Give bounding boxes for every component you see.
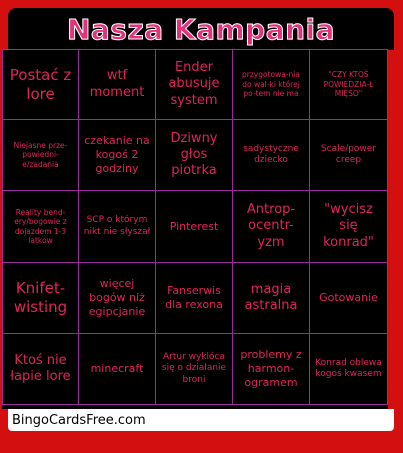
bingo-cell[interactable]: Artur wyklóca się o działanie broni: [156, 334, 233, 405]
bingo-cell[interactable]: więcej bogów niż egipcjanie: [79, 263, 156, 334]
bingo-cell[interactable]: magia astralna: [233, 263, 310, 334]
bingo-cell[interactable]: SCP o którym nikt nie słyszał: [79, 191, 156, 263]
bingo-cell[interactable]: Ender abusuje system: [156, 49, 233, 120]
bingo-cell[interactable]: "wycisz się konrad": [310, 191, 388, 263]
bingo-cell[interactable]: przygotowa-nia do wal-ki której po-tem nie ma: [233, 49, 310, 120]
bingo-cell[interactable]: Antrop-ocentr-yzm: [233, 191, 310, 263]
bingo-cell[interactable]: "CZY KTOŚ POWIEDZIA-Ł MIĘSO": [310, 49, 388, 120]
bingo-cell[interactable]: czekanie na kogoś 2 godziny: [79, 120, 156, 191]
bingo-cell[interactable]: Reality bend-ery/bogowie z dojazdem 1-3 latkow: [2, 191, 79, 263]
bingo-grid: [2, 49, 388, 409]
bingo-cell[interactable]: Gotowanie: [310, 263, 388, 334]
bingo-cell[interactable]: Scale/power creep: [310, 120, 388, 191]
bingo-cell[interactable]: problemy z harmon-ogramem: [233, 334, 310, 405]
bingo-cell[interactable]: Fanserwis dla rexona: [156, 263, 233, 334]
footer-brand: BingoCardsFree.com: [12, 412, 146, 428]
bingo-cell[interactable]: sadystyczne dziecko: [233, 120, 310, 191]
bingo-cell[interactable]: Niejasne prze-powiedni-e/zadania: [2, 120, 79, 191]
bingo-cell[interactable]: Konrad oblewa kogoś kwasem: [310, 334, 388, 405]
bingo-cell[interactable]: minecraft: [79, 334, 156, 405]
card-title: Nasza Kampania: [66, 12, 336, 46]
title-bar: [8, 8, 394, 50]
bingo-cell[interactable]: Dziwny głos piotrka: [156, 120, 233, 191]
footer-bar: [8, 409, 394, 431]
bingo-cell[interactable]: Ktoś nie łapie lore: [2, 334, 79, 405]
bingo-cell[interactable]: Knifet-wisting: [2, 263, 79, 334]
bingo-cell[interactable]: wtf moment: [79, 49, 156, 120]
bingo-cell[interactable]: Pinterest: [156, 191, 233, 263]
bingo-cell[interactable]: Postać z lore: [2, 49, 79, 120]
